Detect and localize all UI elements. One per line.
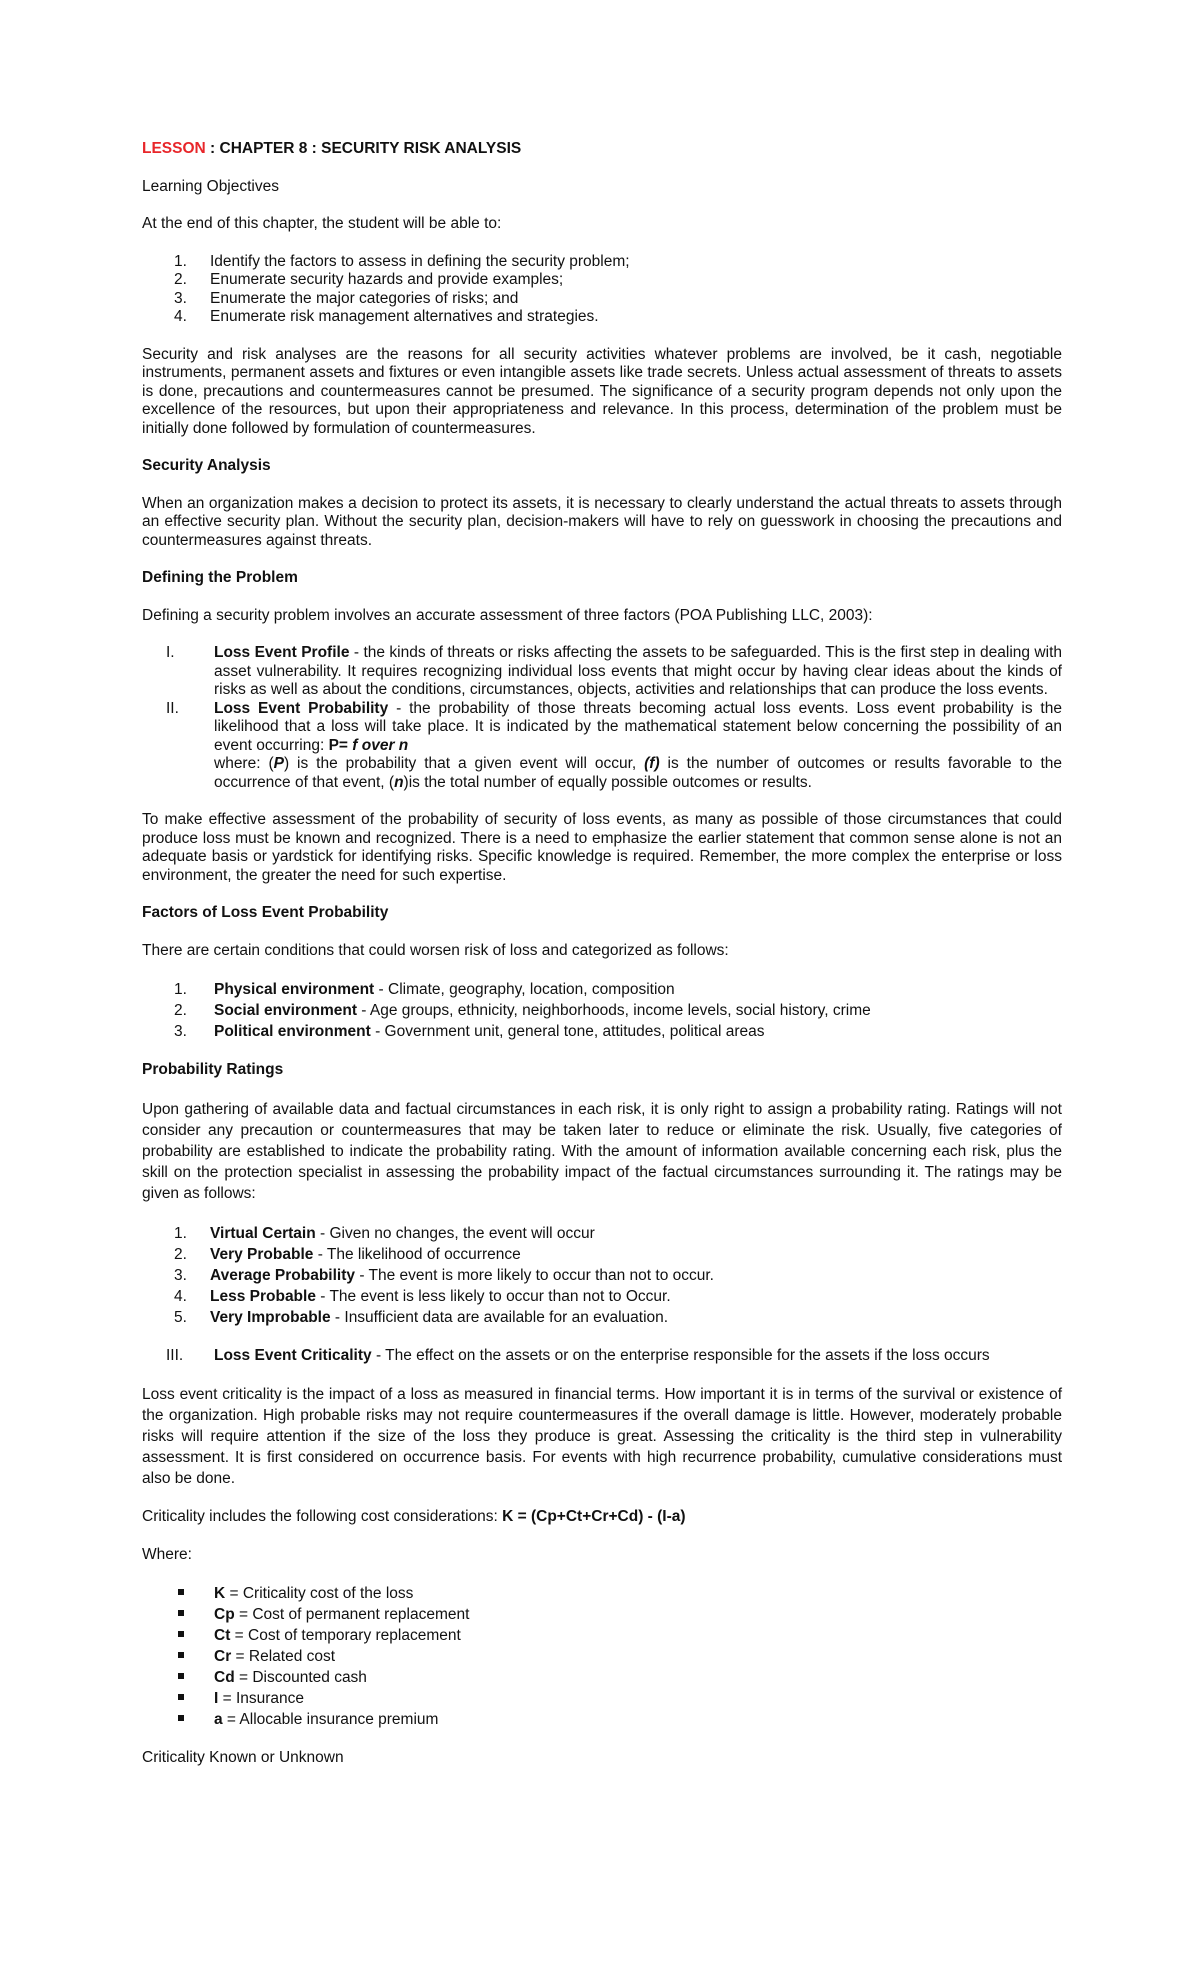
list-item: 1. Identify the factors to assess in defining the security problem; bbox=[174, 252, 630, 270]
learning-objectives-heading: Learning Objectives bbox=[142, 177, 279, 195]
lesson-heading bbox=[142, 140, 1062, 159]
bullet-square-icon bbox=[178, 1589, 184, 1595]
security-analysis-heading: Security Analysis bbox=[142, 457, 271, 474]
defining-problem-paragraph: Defining a security problem involves an accurate assessment of three factors (POA Publishing LLC, 2003): bbox=[142, 606, 873, 624]
list-item: 4. Less Probable - The event is less likely to occur than not to Occur. bbox=[174, 1287, 671, 1305]
cost-terms-list bbox=[142, 1583, 1062, 1730]
criticality-formula: K = (Cp+Ct+Cr+Cd) - (I-a) bbox=[502, 1508, 686, 1525]
list-item: 2. Enumerate security hazards and provide examples; bbox=[174, 271, 564, 288]
list-item: Cr = Related cost bbox=[142, 1646, 1062, 1667]
factors-heading: Factors of Loss Event Probability bbox=[142, 904, 389, 921]
list-item: 5. Very Improbable - Insufficient data are available for an evaluation. bbox=[174, 1308, 669, 1326]
list-item: 4. Enumerate risk management alternatives and strategies. bbox=[174, 308, 599, 325]
document-page bbox=[142, 140, 1062, 1768]
list-item: K = Criticality cost of the loss bbox=[142, 1583, 1062, 1604]
assessment-paragraph: To make effective assessment of the probability of security of loss events, as many as possible of those circumstances that could produce loss must be known and recognized. There is a need to emphasize the earlier statement that common sense alone is not an adequate basis or yardstick for identifying risks. Specific knowledge is required. Remember, the more complex the enterprise or loss environment, the greater the need for such expertise. bbox=[142, 811, 1062, 884]
bullet-square-icon bbox=[178, 1715, 184, 1721]
objectives-list bbox=[142, 253, 1062, 327]
chapter-title: : CHAPTER 8 : SECURITY RISK ANALYSIS bbox=[205, 140, 522, 157]
factors-paragraph: There are certain conditions that could worsen risk of loss and categorized as follows: bbox=[142, 941, 729, 959]
probability-formula: P= bbox=[328, 736, 353, 754]
security-analysis-paragraph: When an organization makes a decision to protect its assets, it is necessary to clearly understand the actual threats to assets through an effective security plan. Without the security plan, decision-makers will have to rely on guesswork in choosing the precautions and countermeasures against threats. bbox=[142, 494, 1062, 549]
list-item: III. Loss Event Criticality - The effect on the assets or on the enterprise responsible for the assets if the loss occurs bbox=[166, 1346, 990, 1364]
list-item: I = Insurance bbox=[142, 1688, 1062, 1709]
bullet-square-icon bbox=[178, 1631, 184, 1637]
list-item: Ct = Cost of temporary replacement bbox=[142, 1625, 1062, 1646]
list-item: II. Loss Event Probability - the probability of those threats becoming actual loss events. Loss event probability is the likelihood that a loss will take place. It is indicated by the mathematical statement below concerning the possibility of an event occurring: P= f over n where: (P) is the probability that a given event will occur, (f) is the number of outcomes or results favorable to the occurrence of that event, (n)is the total number of equally possible outcomes or results. bbox=[166, 699, 1062, 791]
objectives-intro: At the end of this chapter, the student will be able to: bbox=[142, 215, 502, 232]
bullet-square-icon bbox=[178, 1610, 184, 1616]
intro-paragraph: Security and risk analyses are the reasons for all security activities whatever problems are involved, be it cash, negotiable instruments, permanent assets and fixtures or even intangible assets like trade secrets. Unless actual assessment of threats to assets is done, precautions and countermeasures cannot be presumed. The significance of a security program depends not only upon the excellence of the resources, but upon their appropriateness and relevance. In this process, determination of the problem must be initially done followed by formulation of countermeasures. bbox=[142, 345, 1062, 437]
probability-ratings-paragraph: Upon gathering of available data and factual circumstances in each risk, it is only right to assign a probability rating. Ratings will not consider any precaution or countermeasures that may be taken later to reduce or eliminate the risk. Usually, five categories of probability are established to indicate the probability rating. With the amount of information available concerning each risk, plus the skill on the protection specialist in assessing the probability impact of the factual circumstances surrounding it. The ratings may be given as follows: bbox=[142, 1100, 1062, 1202]
list-item: Cp = Cost of permanent replacement bbox=[142, 1604, 1062, 1625]
bullet-square-icon bbox=[178, 1652, 184, 1658]
environment-list bbox=[142, 979, 1062, 1042]
bullet-square-icon bbox=[178, 1673, 184, 1679]
where-label: Where: bbox=[142, 1545, 192, 1563]
factors-roman-list bbox=[142, 644, 1062, 792]
list-item: I. Loss Event Profile - the kinds of threats or risks affecting the assets to be safeguarded. This is the first step in dealing with asset vulnerability. It requires recognizing individual loss events that might occur by having clear ideas about the kinds of risks as well as about the conditions, circumstances, objects, activities and relationships that can produce the loss events. bbox=[166, 644, 1062, 698]
bullet-square-icon bbox=[178, 1694, 184, 1700]
criticality-roman-item bbox=[142, 1347, 1062, 1366]
lesson-label: LESSON bbox=[142, 140, 206, 157]
list-item: 1. Virtual Certain - Given no changes, the event will occur bbox=[174, 1224, 595, 1242]
criticality-known-heading: Criticality Known or Unknown bbox=[142, 1749, 344, 1766]
defining-problem-heading: Defining the Problem bbox=[142, 569, 298, 586]
probability-ratings-heading: Probability Ratings bbox=[142, 1061, 284, 1078]
list-item: 2. Very Probable - The likelihood of occurrence bbox=[174, 1245, 521, 1263]
list-item: Cd = Discounted cash bbox=[142, 1667, 1062, 1688]
list-item: 2. Social environment - Age groups, ethnicity, neighborhoods, income levels, social history, crime bbox=[174, 1002, 871, 1019]
list-item: 3. Political environment - Government unit, general tone, attitudes, political areas bbox=[174, 1023, 765, 1040]
list-item: 3. Enumerate the major categories of risks; and bbox=[174, 289, 519, 307]
list-item: a = Allocable insurance premium bbox=[142, 1709, 1062, 1730]
ratings-list bbox=[142, 1223, 1062, 1328]
list-item: 1. Physical environment - Climate, geography, location, composition bbox=[174, 981, 675, 998]
criticality-formula-line: Criticality includes the following cost considerations: K = (Cp+Ct+Cr+Cd) - (I-a) bbox=[142, 1508, 686, 1525]
criticality-paragraph: Loss event criticality is the impact of a loss as measured in financial terms. How important it is in terms of the survival or existence of the organization. High probable risks may not require countermeasures if the overall damage is little. However, moderately probable risks will require attention if the size of the loss they produce is great. Assessing the criticality is the third step in vulnerability assessment. It is first considered on occurrence basis. For events with high recurrence probability, cumulative considerations must also be done. bbox=[142, 1386, 1062, 1487]
list-item: 3. Average Probability - The event is more likely to occur than not to occur. bbox=[174, 1266, 714, 1284]
